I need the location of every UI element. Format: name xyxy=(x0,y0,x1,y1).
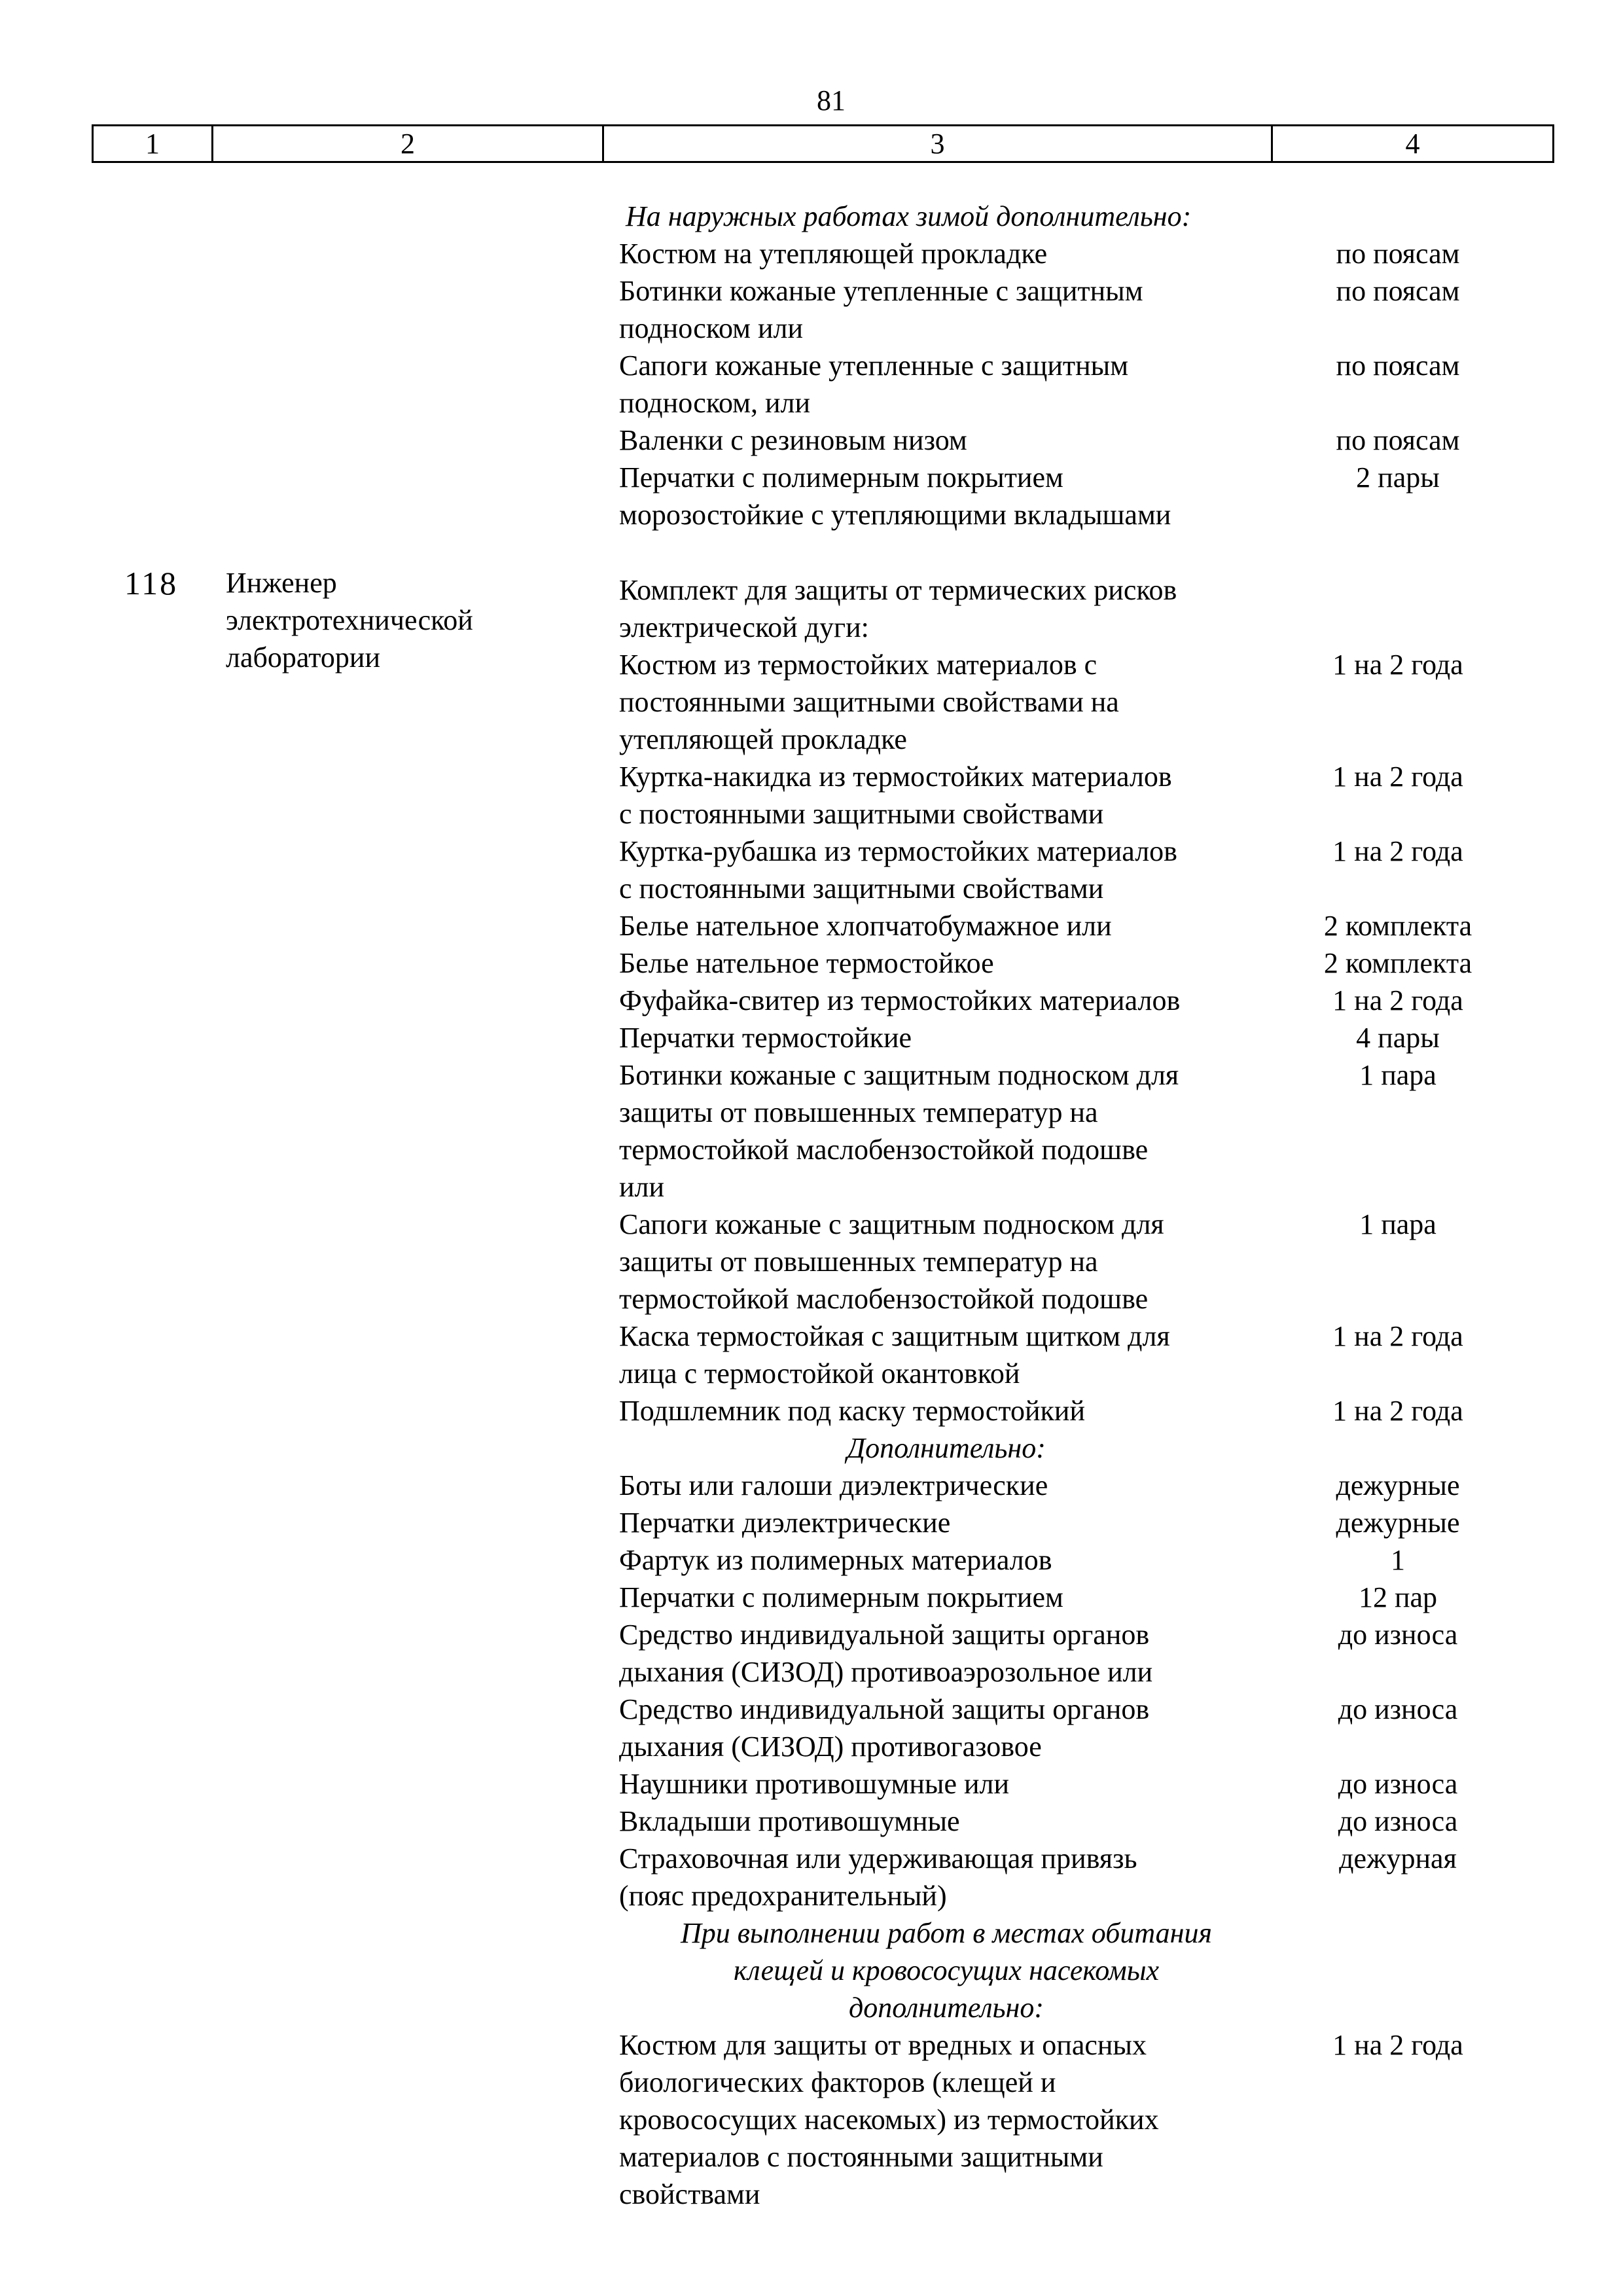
ppe-item-name xyxy=(619,758,1274,833)
section-heading-row xyxy=(619,1952,1522,1989)
column-header-2: 2 xyxy=(213,126,603,162)
ppe-item-row xyxy=(619,571,1522,646)
ppe-item-name-line: Перчатки термостойкие xyxy=(619,1022,912,1054)
ppe-item-name-line: Боты или галоши диэлектрические xyxy=(619,1469,1048,1501)
ppe-item-row xyxy=(619,1803,1522,1840)
ppe-item-norm: до износа xyxy=(1338,1768,1458,1800)
ppe-item-name xyxy=(619,1467,1274,1504)
ppe-item-name xyxy=(619,907,1274,944)
ppe-item-norm: до износа xyxy=(1338,1619,1458,1651)
ppe-item-name-line: Подшлемник под каску термостойкий xyxy=(619,1395,1085,1427)
ppe-item-name xyxy=(619,833,1274,907)
section-heading-row xyxy=(619,198,1522,235)
ppe-item-name-line: с постоянными защитными свойствами xyxy=(619,798,1104,830)
ppe-item-row xyxy=(619,646,1522,758)
ppe-item-name-line: Фуфайка-свитер из термостойких материалов xyxy=(619,984,1181,1016)
ppe-item-name xyxy=(619,1765,1274,1803)
section-heading: На наружных работах зимой дополнительно: xyxy=(626,200,1192,232)
ppe-item-name-line: Сапоги кожаные утепленные с защитным xyxy=(619,350,1129,382)
position-title-line: лаборатории xyxy=(226,641,381,673)
ppe-item-norm: 2 комплекта xyxy=(1323,910,1472,942)
ppe-item-norm: 1 на 2 года xyxy=(1332,1395,1463,1427)
ppe-item-name-line: кровососущих насекомых) из термостойких xyxy=(619,2104,1159,2136)
ppe-item-name-line: защиты от повышенных температур на xyxy=(619,1246,1098,1278)
ppe-item-name xyxy=(619,1840,1274,1914)
ppe-item-name-line: Вкладыши противошумные xyxy=(619,1805,960,1837)
ppe-item-row xyxy=(619,833,1522,907)
ppe-item-norm: 1 на 2 года xyxy=(1332,835,1463,867)
section-heading-row xyxy=(619,1429,1522,1467)
ppe-item-row xyxy=(619,1318,1522,1392)
ppe-item-name-line: Перчатки с полимерным покрытием xyxy=(619,1581,1063,1613)
ppe-item-name-line: с постоянными защитными свойствами xyxy=(619,872,1104,905)
ppe-item-norm xyxy=(1274,571,1522,646)
ppe-item-row xyxy=(619,422,1522,459)
ppe-item-name-line: подноском или xyxy=(619,312,804,344)
position-title-line: электротехнической xyxy=(226,604,473,636)
ppe-item-name-line: Ботинки кожаные с защитным подноском для xyxy=(619,1059,1179,1091)
ppe-item-row xyxy=(619,944,1522,982)
column-header-1: 1 xyxy=(93,126,213,162)
section-heading: При выполнении работ в местах обитания xyxy=(681,1917,1212,1949)
ppe-item-row xyxy=(619,982,1522,1019)
section-heading: дополнительно: xyxy=(848,1992,1044,2024)
ppe-item-norm: 1 пара xyxy=(1359,1059,1436,1091)
ppe-item-name xyxy=(619,272,1274,347)
ppe-item-name xyxy=(619,235,1274,272)
ppe-item-row xyxy=(619,758,1522,833)
section-heading-row xyxy=(619,1914,1522,1952)
ppe-item-name-line: материалов с постоянными защитными xyxy=(619,2141,1103,2173)
ppe-item-norm: 1 на 2 года xyxy=(1332,1320,1463,1352)
ppe-item-norm: по поясам xyxy=(1336,275,1460,307)
ppe-item-row xyxy=(619,1056,1522,1206)
ppe-item-name-line: постоянными защитными свойствами на xyxy=(619,686,1119,718)
ppe-item-row xyxy=(619,1840,1522,1914)
ppe-item-name-line: Каска термостойкая с защитным щитком для xyxy=(619,1320,1170,1352)
ppe-item-name xyxy=(619,2026,1274,2213)
ppe-item-row xyxy=(619,1467,1522,1504)
ppe-item-name xyxy=(619,1504,1274,1541)
ppe-item-norm: 1 на 2 года xyxy=(1332,2029,1463,2061)
ppe-item-name xyxy=(619,646,1274,758)
ppe-item-name-line: утепляющей прокладке xyxy=(619,723,907,755)
ppe-item-name-line: свойствами xyxy=(619,2178,760,2210)
ppe-item-name xyxy=(619,944,1274,982)
ppe-item-name-line: Наушники противошумные или xyxy=(619,1768,1010,1800)
entry-spacer xyxy=(619,533,1522,571)
ppe-item-name-line: Сапоги кожаные с защитным подноском для xyxy=(619,1208,1164,1240)
ppe-item-norm: 1 xyxy=(1391,1544,1405,1576)
column-header-4: 4 xyxy=(1272,126,1554,162)
ppe-item-name-line: Валенки с резиновым низом xyxy=(619,424,967,456)
ppe-item-norm: 2 пары xyxy=(1356,461,1440,493)
ppe-item-name-line: Костюм на утепляющей прокладке xyxy=(619,238,1048,270)
page-number: 81 xyxy=(817,84,846,117)
ppe-item-row xyxy=(619,1541,1522,1579)
section-heading-row xyxy=(619,1989,1522,2026)
ppe-item-name-line: Куртка-накидка из термостойких материалов xyxy=(619,761,1172,793)
ppe-item-norm: дежурные xyxy=(1336,1507,1460,1539)
position-title-line: Инженер xyxy=(226,567,337,599)
ppe-item-name-line: Средство индивидуальной защиты органов xyxy=(619,1619,1150,1651)
ppe-item-norm: 12 пар xyxy=(1358,1581,1438,1613)
ppe-item-row xyxy=(619,1691,1522,1765)
ppe-item-name xyxy=(619,1579,1274,1616)
ppe-item-row xyxy=(619,1392,1522,1429)
ppe-item-name xyxy=(619,1019,1274,1056)
ppe-item-name xyxy=(619,347,1274,422)
ppe-item-name-line: дыхания (СИЗОД) противоаэрозольное или xyxy=(619,1656,1153,1688)
ppe-item-row xyxy=(619,1206,1522,1318)
ppe-item-row xyxy=(619,347,1522,422)
ppe-item-name-line: (пояс предохранительный) xyxy=(619,1880,947,1912)
ppe-item-name-line: Костюм из термостойких материалов с xyxy=(619,649,1097,681)
ppe-item-name-line: Перчатки с полимерным покрытием xyxy=(619,461,1063,493)
ppe-item-row xyxy=(619,459,1522,533)
ppe-item-name-line: Перчатки диэлектрические xyxy=(619,1507,951,1539)
ppe-item-name-line: биологических факторов (клещей и xyxy=(619,2066,1056,2098)
ppe-item-name-line: Ботинки кожаные утепленные с защитным xyxy=(619,275,1143,307)
ppe-item-name-line: защиты от повышенных температур на xyxy=(619,1096,1098,1128)
ppe-item-name xyxy=(619,1392,1274,1429)
ppe-item-row xyxy=(619,907,1522,944)
column-header-3: 3 xyxy=(603,126,1272,162)
position-title xyxy=(226,564,579,676)
ppe-item-name xyxy=(619,1616,1274,1691)
ppe-item-row xyxy=(619,1019,1522,1056)
ppe-item-row xyxy=(619,235,1522,272)
ppe-item-name xyxy=(619,1056,1274,1206)
ppe-item-norm: 2 комплекта xyxy=(1323,947,1472,979)
ppe-item-name-line: термостойкой маслобензостойкой подошве xyxy=(619,1134,1149,1166)
ppe-item-name-line: Фартук из полимерных материалов xyxy=(619,1544,1052,1576)
section-heading: Дополнительно: xyxy=(847,1432,1046,1464)
ppe-item-norm: по поясам xyxy=(1336,424,1460,456)
ppe-item-name-line: дыхания (СИЗОД) противогазовое xyxy=(619,1731,1042,1763)
ppe-item-name-line: Средство индивидуальной защиты органов xyxy=(619,1693,1150,1725)
ppe-item-name-line: Костюм для защиты от вредных и опасных xyxy=(619,2029,1147,2061)
ppe-item-name xyxy=(619,982,1274,1019)
ppe-item-name xyxy=(619,1318,1274,1392)
ppe-item-norm: дежурные xyxy=(1336,1469,1460,1501)
ppe-item-row xyxy=(619,1765,1522,1803)
column-header-row xyxy=(92,124,1554,163)
ppe-item-name-line: Куртка-рубашка из термостойких материалов xyxy=(619,835,1177,867)
ppe-item-name xyxy=(619,1803,1274,1840)
ppe-item-name-line: Белье нательное термостойкое xyxy=(619,947,994,979)
ppe-item-name-line: электрической дуги: xyxy=(619,611,869,643)
ppe-item-row xyxy=(619,1579,1522,1616)
ppe-item-norm: по поясам xyxy=(1336,350,1460,382)
ppe-item-name-line: Комплект для защиты от термических рисков xyxy=(619,574,1177,606)
ppe-item-norm: 1 на 2 года xyxy=(1332,649,1463,681)
ppe-item-row xyxy=(619,1616,1522,1691)
ppe-item-norm: по поясам xyxy=(1336,238,1460,270)
ppe-item-norm: дежурная xyxy=(1339,1842,1457,1874)
ppe-item-row xyxy=(619,1504,1522,1541)
ppe-item-name-line: Белье нательное хлопчатобумажное или xyxy=(619,910,1112,942)
ppe-item-name-line: лица с термостойкой окантовкой xyxy=(619,1357,1020,1390)
ppe-item-norm: до износа xyxy=(1338,1805,1458,1837)
ppe-item-norm: 1 пара xyxy=(1359,1208,1436,1240)
ppe-item-name-line: подноском, или xyxy=(619,387,811,419)
ppe-item-name xyxy=(619,1691,1274,1765)
ppe-item-name-line: термостойкой маслобензостойкой подошве xyxy=(619,1283,1149,1315)
ppe-item-norm: 1 на 2 года xyxy=(1332,761,1463,793)
ppe-item-norm: 1 на 2 года xyxy=(1332,984,1463,1016)
section-heading: клещей и кровососущих насекомых xyxy=(733,1954,1160,1986)
ppe-item-name-line: Страховочная или удерживающая привязь xyxy=(619,1842,1137,1874)
ppe-item-row xyxy=(619,272,1522,347)
ppe-item-name xyxy=(619,571,1274,646)
ppe-item-norm: до износа xyxy=(1338,1693,1458,1725)
ppe-item-name xyxy=(619,422,1274,459)
ppe-item-norm: 4 пары xyxy=(1356,1022,1440,1054)
ppe-item-name xyxy=(619,459,1274,533)
ppe-item-name-line: или xyxy=(619,1171,665,1203)
ppe-item-name xyxy=(619,1541,1274,1579)
entry-number: 118 xyxy=(124,565,179,601)
ppe-item-name-line: морозостойкие с утепляющими вкладышами xyxy=(619,499,1171,531)
ppe-item-name xyxy=(619,1206,1274,1318)
ppe-item-row xyxy=(619,2026,1522,2213)
ppe-item-list xyxy=(619,198,1522,2213)
